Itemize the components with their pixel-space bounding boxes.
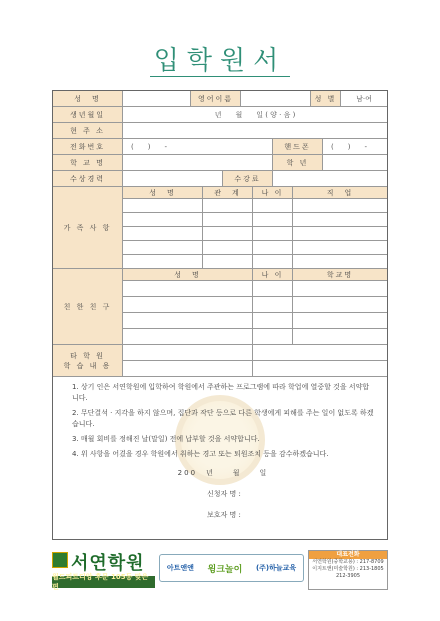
friends-row-name[interactable] xyxy=(123,297,253,313)
friends-header-school: 학교명 xyxy=(293,269,387,281)
friends-row-name[interactable] xyxy=(123,313,253,329)
partner-logo-3: (주)하늘교육 xyxy=(255,564,297,572)
pledge-note-2: 2. 무단결석 · 지각을 하지 않으며, 집단과 작단 등으로 다른 학생에게 피해를 주는 일이 없도록 하겠습니다. xyxy=(72,409,374,428)
school-field[interactable] xyxy=(123,155,273,171)
page-title: 입학원서 xyxy=(153,46,287,76)
family-row-relation[interactable] xyxy=(203,213,253,227)
friends-row-name[interactable] xyxy=(123,329,253,345)
friends-row-school[interactable] xyxy=(293,281,387,297)
phone-field[interactable]: ( ) - xyxy=(123,139,273,155)
family-row-relation[interactable] xyxy=(203,227,253,241)
family-row-name[interactable] xyxy=(123,213,203,227)
family-row-job[interactable] xyxy=(293,241,387,255)
family-header-relation: 관 계 xyxy=(203,187,253,199)
family-row-age[interactable] xyxy=(253,255,293,269)
english-name-label: 영어이름 xyxy=(191,91,241,107)
partner-logos xyxy=(159,554,304,582)
friends-header-age: 나 이 xyxy=(253,269,293,281)
family-header-name: 성 명 xyxy=(123,187,203,199)
guardian-signature[interactable]: 보호자 명 : xyxy=(207,511,241,519)
partner-logo-1: 아트앤앤 xyxy=(166,564,194,572)
academy-logo xyxy=(52,550,155,590)
footer xyxy=(52,550,388,590)
pledge-notes xyxy=(52,376,388,540)
family-row-name[interactable] xyxy=(123,241,203,255)
friends-row-age[interactable] xyxy=(253,329,293,345)
other-academy-label-line1: 타 학 원 xyxy=(70,351,105,360)
family-row-name[interactable] xyxy=(123,199,203,213)
contact-line-3: 212-3905 xyxy=(335,573,361,579)
family-row-age[interactable] xyxy=(253,199,293,213)
grade-field[interactable] xyxy=(323,155,387,171)
academy-emblem-icon xyxy=(52,552,68,568)
contact-line-2: 이지트앤(미술학원) : 213-1805 xyxy=(312,566,384,572)
friends-row-name[interactable] xyxy=(123,281,253,297)
grade-label: 학 년 xyxy=(273,155,323,171)
academy-location: 월드피트디앙 후문 105동 맞은 편 xyxy=(52,576,155,588)
course-fee-field[interactable] xyxy=(273,171,387,187)
title-underline xyxy=(150,76,290,77)
mobile-label: 핸드폰 xyxy=(273,139,323,155)
address-field[interactable] xyxy=(123,123,387,139)
family-row-job[interactable] xyxy=(293,213,387,227)
other-academy-field[interactable] xyxy=(123,345,253,361)
friends-header-name: 성 명 xyxy=(123,269,253,281)
friends-row-age[interactable] xyxy=(253,297,293,313)
gender-field[interactable]: 남·여 xyxy=(341,91,387,107)
applicant-signature[interactable]: 신청자 명 : xyxy=(207,490,241,498)
family-row-relation[interactable] xyxy=(203,241,253,255)
family-row-relation[interactable] xyxy=(203,199,253,213)
academy-name: 서연학원 xyxy=(71,553,145,574)
family-label: 가 족 사 항 xyxy=(53,187,123,269)
name-label: 성 명 xyxy=(53,91,123,107)
family-row-name[interactable] xyxy=(123,255,203,269)
pledge-note-3: 3. 매월 회비를 정해진 날(말일) 전에 납부할 것을 서약합니다. xyxy=(72,435,260,443)
family-header-age: 나 이 xyxy=(253,187,293,199)
contact-box xyxy=(308,550,388,590)
family-row-age[interactable] xyxy=(253,213,293,227)
friends-row-school[interactable] xyxy=(293,297,387,313)
family-row-age[interactable] xyxy=(253,241,293,255)
school-label: 학 교 명 xyxy=(53,155,123,171)
friends-row-school[interactable] xyxy=(293,313,387,329)
family-header-job: 직 업 xyxy=(293,187,387,199)
mobile-field[interactable]: ( ) - xyxy=(323,139,387,155)
family-row-relation[interactable] xyxy=(203,255,253,269)
family-row-age[interactable] xyxy=(253,227,293,241)
gender-label: 성 별 xyxy=(311,91,341,107)
english-name-field[interactable] xyxy=(241,91,311,107)
partner-logo-2: 윙크놀이 xyxy=(207,564,243,575)
contact-title: 대표전화 xyxy=(309,551,387,559)
friends-row-age[interactable] xyxy=(253,313,293,329)
pledge-note-1: 1. 상기 인은 서연학원에 입학하여 학원에서 주관하는 프로그램에 따라 학업에 열중할 것을 서약합니다. xyxy=(72,383,370,402)
other-academy-field[interactable] xyxy=(253,361,387,377)
contact-line-1: 서연학원(중학교용) : 217-8709 xyxy=(312,559,384,565)
friends-row-school[interactable] xyxy=(293,329,387,345)
friends-label: 친 한 친 구 xyxy=(53,269,123,345)
birth-field[interactable]: 년 월 일 ( 양 · 음 ) xyxy=(123,107,387,123)
other-academy-label xyxy=(53,345,123,377)
name-field[interactable] xyxy=(123,91,191,107)
other-academy-field[interactable] xyxy=(253,345,387,361)
birth-label: 생년월일 xyxy=(53,107,123,123)
other-academy-field[interactable] xyxy=(123,361,253,377)
experience-field[interactable] xyxy=(123,171,223,187)
other-academy-label-line2: 학 습 내 용 xyxy=(63,361,112,370)
family-row-job[interactable] xyxy=(293,255,387,269)
date-line[interactable]: 200 년 월 일 xyxy=(177,469,269,477)
family-row-name[interactable] xyxy=(123,227,203,241)
phone-label: 전화번호 xyxy=(53,139,123,155)
experience-label: 수상경력 xyxy=(53,171,123,187)
family-row-job[interactable] xyxy=(293,227,387,241)
course-fee-label: 수강료 xyxy=(223,171,273,187)
friends-row-age[interactable] xyxy=(253,281,293,297)
pledge-note-4: 4. 위 사항을 어겼을 경우 학원에서 취하는 경고 또는 퇴원조치 등을 감수하겠습니다. xyxy=(72,450,329,458)
family-row-job[interactable] xyxy=(293,199,387,213)
address-label: 현 주 소 xyxy=(53,123,123,139)
